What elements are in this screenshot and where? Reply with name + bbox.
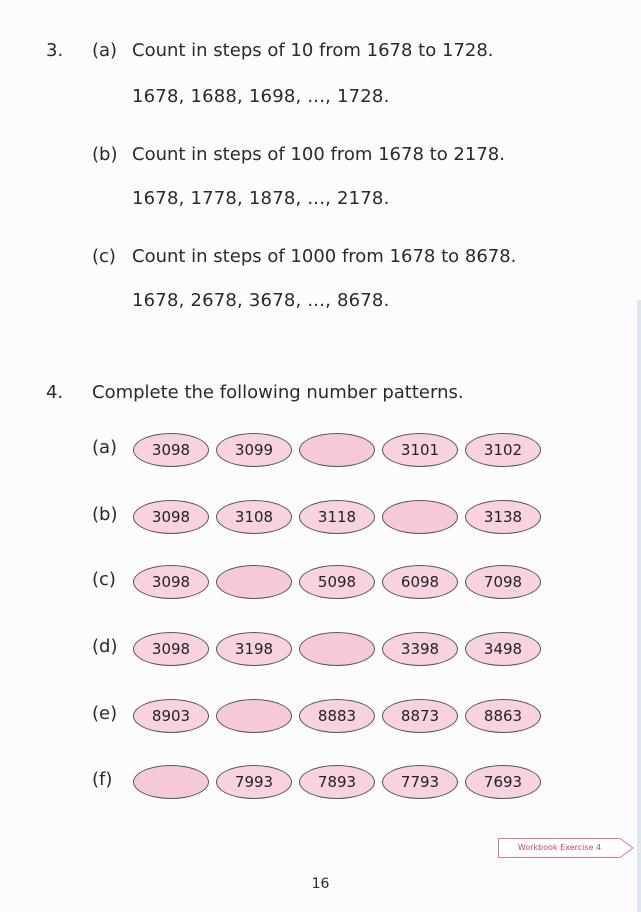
row-label: (c) <box>92 569 116 590</box>
q3c-sequence: 1678, 2678, 3678, ..., 8678. <box>132 290 390 311</box>
row-label: (b) <box>92 504 118 525</box>
blank-oval[interactable] <box>216 565 292 599</box>
number-oval: 7693 <box>465 765 541 799</box>
number-oval: 3098 <box>133 500 209 534</box>
number-oval: 8903 <box>133 699 209 733</box>
number-oval: 3198 <box>216 632 292 666</box>
q3a-label: (a) <box>92 40 118 61</box>
blank-oval[interactable] <box>133 765 209 799</box>
number-oval: 3098 <box>133 433 209 467</box>
number-oval: 5098 <box>299 565 375 599</box>
number-oval: 3498 <box>465 632 541 666</box>
number-oval: 7793 <box>382 765 458 799</box>
number-oval: 3118 <box>299 500 375 534</box>
question-3-number: 3. <box>46 40 64 61</box>
number-oval: 8873 <box>382 699 458 733</box>
number-oval: 7993 <box>216 765 292 799</box>
number-oval: 3098 <box>133 565 209 599</box>
number-oval: 3098 <box>133 632 209 666</box>
q3b-sequence: 1678, 1778, 1878, ..., 2178. <box>132 188 390 209</box>
number-oval: 3099 <box>216 433 292 467</box>
q3c-text: Count in steps of 1000 from 1678 to 8678. <box>132 246 517 267</box>
number-oval: 3398 <box>382 632 458 666</box>
q3b-text: Count in steps of 100 from 1678 to 2178. <box>132 144 505 165</box>
arrow-tag-icon <box>620 838 634 858</box>
q3a-text: Count in steps of 10 from 1678 to 1728. <box>132 40 494 61</box>
row-label: (f) <box>92 769 113 790</box>
q3a-sequence: 1678, 1688, 1698, ..., 1728. <box>132 86 390 107</box>
q3c-label: (c) <box>92 246 116 267</box>
q3b-label: (b) <box>92 144 118 165</box>
number-oval: 3102 <box>465 433 541 467</box>
number-oval: 7893 <box>299 765 375 799</box>
number-oval: 3101 <box>382 433 458 467</box>
row-label: (d) <box>92 636 118 657</box>
number-oval: 7098 <box>465 565 541 599</box>
blank-oval[interactable] <box>299 632 375 666</box>
row-label: (a) <box>92 437 118 458</box>
number-oval: 6098 <box>382 565 458 599</box>
row-label: (e) <box>92 703 118 724</box>
q4-text: Complete the following number patterns. <box>92 382 464 403</box>
number-oval: 8863 <box>465 699 541 733</box>
question-4-number: 4. <box>46 382 64 403</box>
page-edge <box>637 300 641 912</box>
workbook-reference: Workbook Exercise 4 <box>498 838 620 858</box>
number-oval: 8883 <box>299 699 375 733</box>
number-oval: 3138 <box>465 500 541 534</box>
page-number: 16 <box>311 876 330 892</box>
blank-oval[interactable] <box>299 433 375 467</box>
number-oval: 3108 <box>216 500 292 534</box>
blank-oval[interactable] <box>382 500 458 534</box>
blank-oval[interactable] <box>216 699 292 733</box>
